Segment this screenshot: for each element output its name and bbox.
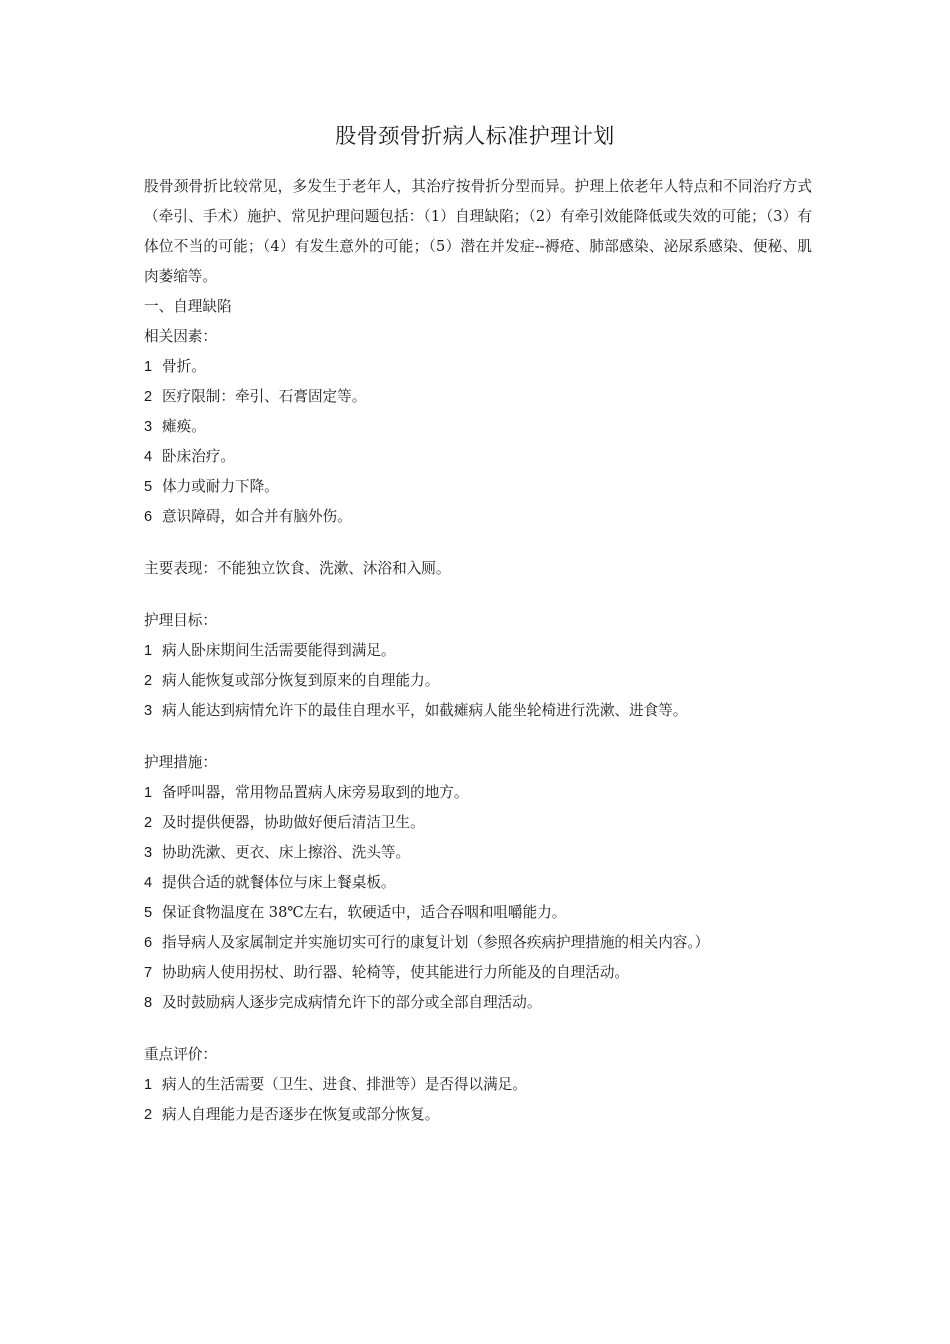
spacer — [144, 1018, 812, 1040]
list-text: 及时提供便器，协助做好便后清洁卫生。 — [162, 814, 425, 831]
evaluation-label: 重点评价： — [144, 1046, 217, 1063]
list-item — [144, 958, 812, 988]
list-number: 7 — [144, 965, 153, 981]
list-number: 5 — [144, 905, 153, 921]
list-number: 2 — [144, 673, 153, 689]
list-item — [144, 808, 812, 838]
list-number: 5 — [144, 479, 153, 495]
list-text: 病人能恢复或部分恢复到原来的自理能力。 — [162, 672, 440, 689]
measures-label: 护理措施： — [144, 754, 217, 771]
list-text: 病人卧床期间生活需要能得到满足。 — [162, 642, 396, 659]
list-number: 1 — [144, 1077, 153, 1093]
list-item — [144, 352, 812, 382]
list-item — [144, 472, 812, 502]
list-text: 医疗限制：牵引、石膏固定等。 — [162, 388, 367, 405]
list-item — [144, 898, 812, 928]
list-text: 病人能达到病情允许下的最佳自理水平，如截瘫病人能坐轮椅进行洗漱、进食等。 — [162, 702, 688, 719]
list-text: 协助病人使用拐杖、助行器、轮椅等，使其能进行力所能及的自理活动。 — [162, 964, 630, 981]
list-text: 提供合适的就餐体位与床上餐桌板。 — [162, 874, 396, 891]
list-number: 8 — [144, 995, 153, 1011]
list-number: 3 — [144, 419, 153, 435]
list-item — [144, 838, 812, 868]
list-text: 骨折。 — [162, 358, 206, 375]
list-item — [144, 1070, 812, 1100]
list-text: 指导病人及家属制定并实施切实可行的康复计划（参照各疾病护理措施的相关内容。） — [162, 934, 710, 951]
list-item — [144, 502, 812, 532]
list-item — [144, 1100, 812, 1130]
list-number: 3 — [144, 845, 153, 861]
list-item — [144, 442, 812, 472]
list-number: 6 — [144, 935, 153, 951]
list-item — [144, 868, 812, 898]
list-text: 体力或耐力下降。 — [162, 478, 279, 495]
list-text: 意识障碍，如合并有脑外伤。 — [162, 508, 352, 525]
document-body — [144, 172, 812, 1130]
list-number: 4 — [144, 449, 153, 465]
list-item — [144, 778, 812, 808]
list-number: 6 — [144, 509, 153, 525]
list-item — [144, 928, 812, 958]
list-number: 1 — [144, 785, 153, 801]
list-text: 病人自理能力是否逐步在恢复或部分恢复。 — [162, 1106, 440, 1123]
section-heading: 一、自理缺陷 — [144, 298, 232, 315]
list-text: 协助洗漱、更衣、床上擦浴、洗头等。 — [162, 844, 411, 861]
list-number: 4 — [144, 875, 153, 891]
list-number: 3 — [144, 703, 153, 719]
list-number: 2 — [144, 815, 153, 831]
list-text: 备呼叫器，常用物品置病人床旁易取到的地方。 — [162, 784, 469, 801]
list-item — [144, 382, 812, 412]
manifestation-line: 主要表现：不能独立饮食、洗漱、沐浴和入厕。 — [144, 560, 451, 577]
list-number: 1 — [144, 359, 153, 375]
spacer — [144, 584, 812, 606]
list-item — [144, 636, 812, 666]
list-item — [144, 696, 812, 726]
goals-label: 护理目标： — [144, 612, 217, 629]
list-text: 卧床治疗。 — [162, 448, 235, 465]
list-text: 保证食物温度在 38℃左右，软硬适中，适合吞咽和咀嚼能力。 — [162, 904, 567, 921]
document-title: 股骨颈骨折病人标准护理计划 — [335, 124, 615, 148]
spacer — [144, 532, 812, 554]
list-text: 病人的生活需要（卫生、进食、排泄等）是否得以满足。 — [162, 1076, 527, 1093]
list-number: 1 — [144, 643, 153, 659]
factors-label: 相关因素： — [144, 328, 217, 345]
list-item — [144, 988, 812, 1018]
spacer — [144, 726, 812, 748]
list-text: 及时鼓励病人逐步完成病情允许下的部分或全部自理活动。 — [162, 994, 542, 1011]
list-item — [144, 666, 812, 696]
intro-paragraph: 股骨颈骨折比较常见，多发生于老年人，其治疗按骨折分型而异。护理上依老年人特点和不同治疗方式（牵引、手术）施护、常见护理问题包括：（1）自理缺陷；（2）有牵引效能降低或失效的可能；（3）有体位不当的可能；（4）有发生意外的可能；（5）潜在并发症--褥疮、肺部感染、泌尿系感染、便秘、肌肉萎缩等。 — [144, 178, 812, 285]
list-number: 2 — [144, 389, 153, 405]
list-text: 瘫痪。 — [162, 418, 206, 435]
list-item — [144, 412, 812, 442]
list-number: 2 — [144, 1107, 153, 1123]
